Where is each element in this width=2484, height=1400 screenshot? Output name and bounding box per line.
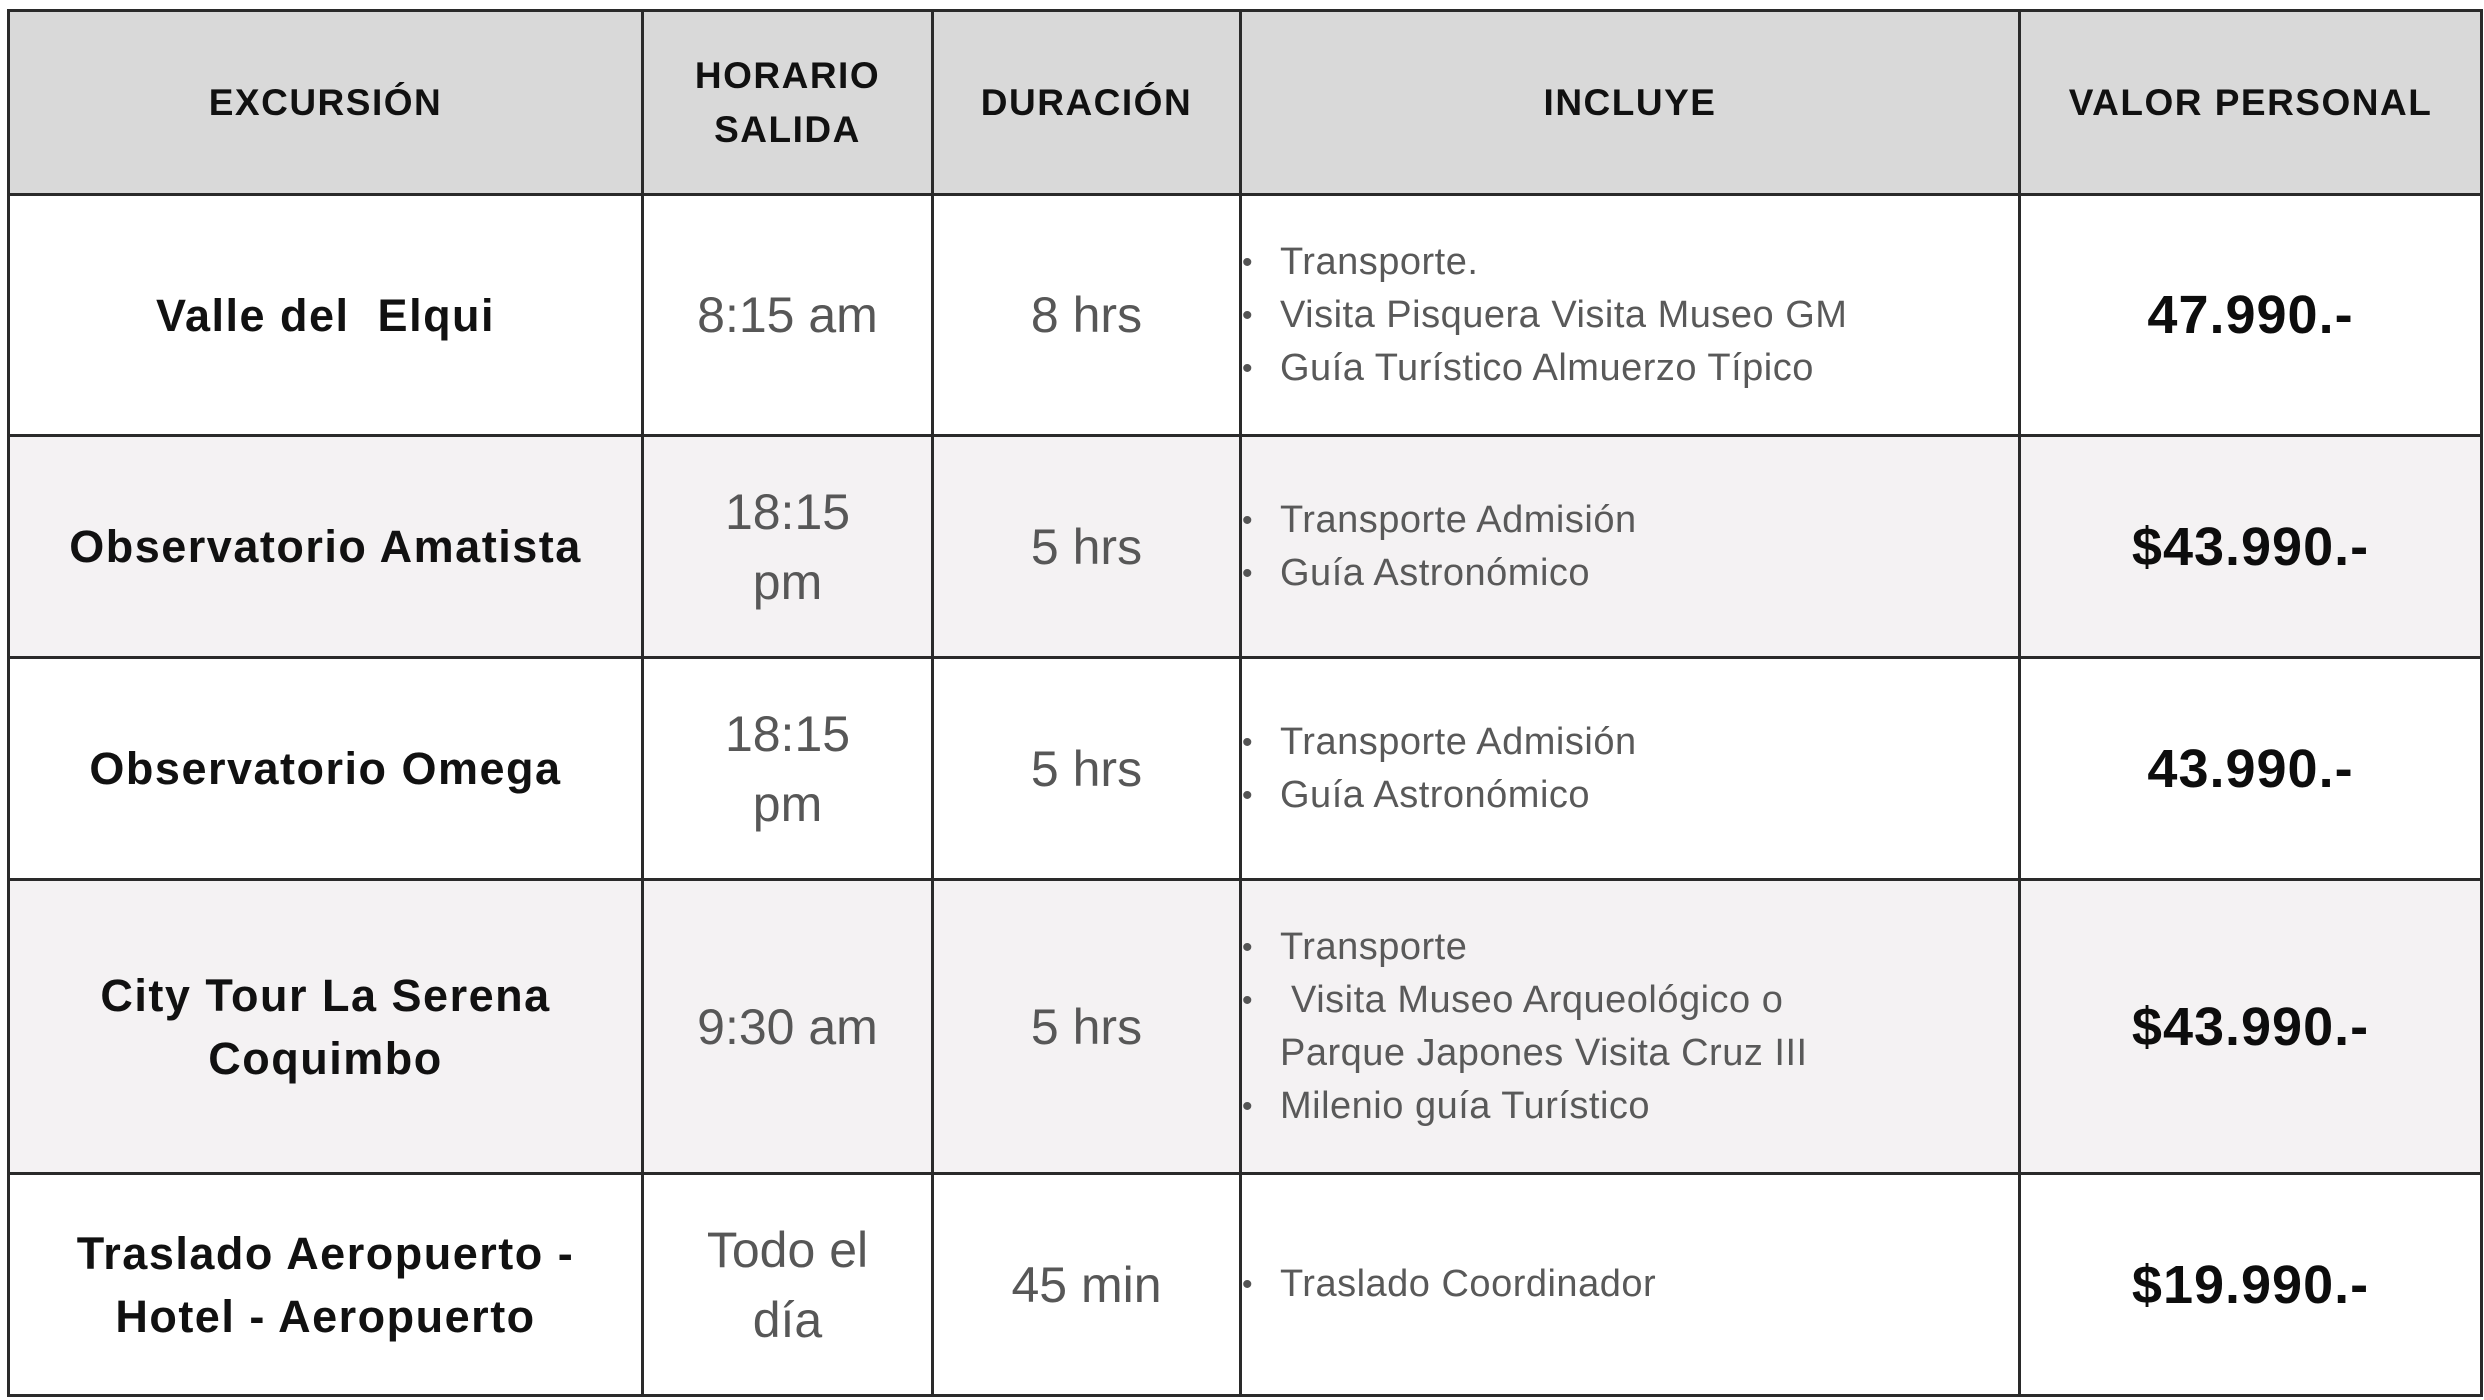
duration: 5 hrs <box>933 880 1241 1174</box>
header-horario-salida <box>643 11 933 195</box>
include-item-continuation <box>1242 1027 2018 1080</box>
include-item-text: Transporte Admisión <box>1280 720 1637 763</box>
departure-time-line2: día <box>752 1291 823 1348</box>
excursion-name-line1: Valle del Elqui <box>155 289 496 341</box>
bullet-icon: • <box>1242 778 1254 812</box>
header-excursion: EXCURSIÓN <box>9 11 643 195</box>
table-row <box>9 880 2482 1174</box>
bullet-icon: • <box>1242 1089 1254 1123</box>
table-row <box>9 658 2482 880</box>
excursion-name <box>9 195 643 436</box>
price: 47.990.- <box>2020 195 2482 436</box>
price: $43.990.- <box>2020 880 2482 1174</box>
include-item <box>1242 974 2018 1027</box>
include-item-text: Guía Turístico Almuerzo Típico <box>1280 346 1814 389</box>
excursion-name <box>9 436 643 658</box>
bullet-icon: • <box>1242 556 1254 590</box>
include-item-text: Parque Japones Visita Cruz III <box>1280 1031 1808 1074</box>
include-item <box>1242 236 2018 289</box>
excursion-name-line1: Observatorio Omega <box>89 743 562 794</box>
departure-time-line1: 18:15 <box>724 705 851 762</box>
include-item <box>1242 921 2018 974</box>
price: $43.990.- <box>2020 436 2482 658</box>
includes-list <box>1241 658 2020 880</box>
duration: 8 hrs <box>933 195 1241 436</box>
departure-time <box>643 1174 933 1396</box>
include-item <box>1242 342 2018 395</box>
include-item-text: Transporte. <box>1280 240 1479 283</box>
excursion-name <box>9 1174 643 1396</box>
include-item <box>1242 547 2018 600</box>
duration: 45 min <box>933 1174 1241 1396</box>
table-row <box>9 436 2482 658</box>
include-item-text: Milenio guía Turístico <box>1280 1084 1651 1127</box>
bullet-icon: • <box>1242 1268 1254 1301</box>
departure-time <box>643 880 933 1174</box>
departure-time-line2: pm <box>752 775 823 832</box>
header-duracion: DURACIÓN <box>933 11 1241 195</box>
departure-time-line2: pm <box>752 553 823 610</box>
includes-list <box>1241 880 2020 1174</box>
include-item <box>1242 769 2018 822</box>
excursion-name-line1: Traslado Aeropuerto - <box>76 1227 575 1279</box>
includes-list <box>1241 1174 2020 1396</box>
excursion-name-line1: Observatorio Amatista <box>69 521 582 572</box>
bullet-icon: • <box>1242 298 1254 332</box>
departure-time <box>643 658 933 880</box>
departure-time-line1: 8:15 am <box>697 287 878 343</box>
table-row <box>9 1174 2482 1396</box>
bullet-icon: • <box>1242 983 1254 1017</box>
includes-list <box>1241 436 2020 658</box>
price: $19.990.- <box>2020 1174 2482 1396</box>
table-header-row <box>9 11 2482 195</box>
departure-time-line1: 18:15 <box>724 483 851 540</box>
include-item <box>1242 289 2018 342</box>
bullet-icon: • <box>1242 351 1254 385</box>
include-item-text: Guía Astronómico <box>1280 551 1591 594</box>
header-horario-line2: SALIDA <box>714 108 861 150</box>
include-item-text: Transporte Admisión <box>1280 498 1637 541</box>
header-incluye: INCLUYE <box>1241 11 2020 195</box>
header-horario-line1: HORARIO <box>694 54 881 96</box>
include-item-text: Traslado Coordinador <box>1280 1263 1657 1305</box>
price: 43.990.- <box>2020 658 2482 880</box>
duration: 5 hrs <box>933 658 1241 880</box>
excursion-name <box>9 880 643 1174</box>
includes-list <box>1241 195 2020 436</box>
table-row <box>9 195 2482 436</box>
include-item <box>1242 1258 2018 1311</box>
include-item <box>1242 1080 2018 1133</box>
include-item-text: Visita Pisquera Visita Museo GM <box>1280 293 1848 336</box>
departure-time-line1: 9:30 am <box>697 998 878 1055</box>
include-item-text: Guía Astronómico <box>1280 773 1591 816</box>
bullet-icon: • <box>1242 725 1254 759</box>
excursions-table <box>7 9 2483 1397</box>
include-item-text: Visita Museo Arqueológico o <box>1280 978 1784 1021</box>
bullet-icon: • <box>1242 930 1254 964</box>
excursion-name-line2: Coquimbo <box>208 1032 443 1084</box>
include-item <box>1242 716 2018 769</box>
bullet-icon: • <box>1242 503 1254 537</box>
duration: 5 hrs <box>933 436 1241 658</box>
departure-time <box>643 436 933 658</box>
include-item-text: Transporte <box>1280 925 1468 968</box>
include-item <box>1242 494 2018 547</box>
bullet-icon: • <box>1242 245 1254 279</box>
departure-time <box>643 195 933 436</box>
header-valor-personal: VALOR PERSONAL <box>2020 11 2482 195</box>
departure-time-line1: Todo el <box>706 1221 869 1278</box>
excursion-name-line1: City Tour La Serena <box>100 969 551 1021</box>
excursion-name-line2: Hotel - Aeropuerto <box>115 1290 536 1342</box>
excursion-name <box>9 658 643 880</box>
